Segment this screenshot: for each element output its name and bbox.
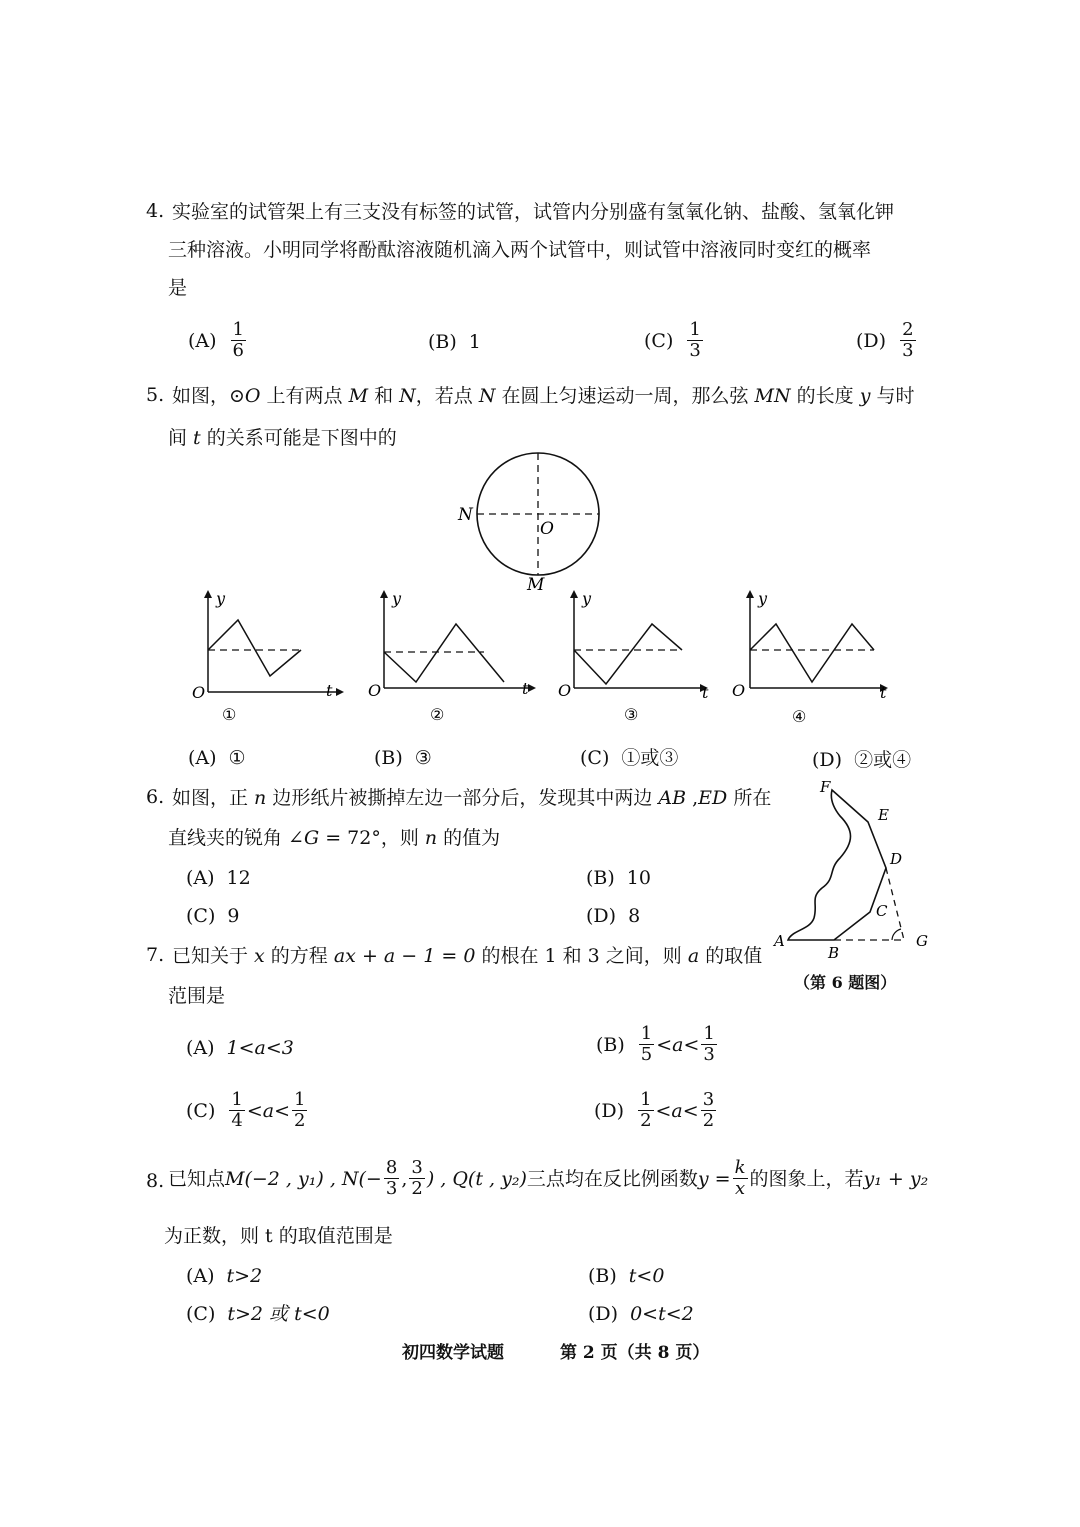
q8-option-c[interactable]: (C) t>2 或 t<0 [186, 1303, 330, 1325]
label-a: A [774, 932, 785, 950]
q5-option-d[interactable]: (D) ②或④ [812, 749, 912, 771]
q4-option-b[interactable] [428, 330, 481, 354]
label-n: N [458, 505, 473, 525]
q7-option-c[interactable]: (C) $\frac{1}{4}$ <a< $\frac{1}{2}$ [186, 1089, 306, 1131]
q8-option-b[interactable]: (B) t<0 [588, 1265, 665, 1287]
q8-option-d[interactable]: (D) 0<t<2 [588, 1303, 694, 1325]
graph-4-t-label: t [880, 683, 887, 702]
q7-option-d[interactable]: (D) $\frac{1}{2}$ <a< $\frac{3}{2}$ [594, 1089, 715, 1131]
q7-line2: 范围是 [168, 985, 226, 1007]
q4-number: 4. [146, 200, 165, 222]
q8-option-a[interactable]: (A) t>2 [186, 1265, 263, 1287]
q7-line1: 已知关于 x 的方程 ax + a − 1 = 0 的根在 1 和 3 之间，则 a 的取值 [172, 945, 763, 967]
q5-option-c[interactable]: (C) ①或③ [580, 747, 679, 769]
q5-graph-3 [556, 588, 726, 728]
label-o: O [540, 519, 554, 539]
q5-line1: 如图，⊙O 上有两点 M 和 N，若点 N 在圆上匀速运动一周，那么弦 MN 的长度 y 与时 [172, 385, 915, 407]
graph-4-curve [750, 624, 874, 682]
q5-circle-figure [450, 450, 630, 595]
q8-line1: 已知点 M(−2 , y₁) , N(− $\frac{8}{3}$ , $\frac{3}{2}$ ) , Q(t , y₂) 三点均在反比例函数 y = $\frac{k}{x}$ 的图象上，若 y₁ + y₂ [168, 1157, 929, 1199]
graph-3-y-label: y [582, 589, 592, 608]
graph-2-curve [384, 624, 504, 682]
graph-1-t-label: t [326, 681, 333, 700]
graph-2-origin: O [368, 681, 382, 700]
q7-number: 7. [146, 944, 165, 966]
q6-option-c[interactable]: (C) 9 [186, 905, 240, 927]
q5-option-a[interactable]: (A) ① [188, 747, 246, 769]
q4-option-d[interactable] [856, 320, 918, 361]
q4-option-a-fraction: $\frac{1}{6}$ [232, 319, 244, 361]
q5-graph-1 [186, 588, 346, 728]
q5-graph-2 [364, 588, 544, 728]
graph-3-number: ③ [624, 705, 639, 724]
q6-option-d[interactable]: (D) 8 [586, 905, 641, 927]
graph-1-number: ① [222, 705, 237, 724]
q7-option-a[interactable]: (A) 1<a<3 [186, 1037, 294, 1059]
graph-4-y-label: y [758, 589, 768, 608]
q4-line2: 三种溶液。小明同学将酚酞溶液随机滴入两个试管中，则试管中溶液同时变红的概率 [168, 239, 872, 261]
q6-figure-caption: （第 6 题图） [794, 973, 897, 992]
q4-option-a[interactable] [188, 320, 248, 361]
q5-graph-4 [730, 588, 900, 728]
q4-option-d-fraction: $\frac{2}{3}$ [902, 319, 914, 361]
q5-number: 5. [146, 384, 165, 406]
q8-number: 8. [146, 1170, 165, 1192]
graph-4-number: ④ [792, 707, 807, 726]
q6-line1: 如图，正 n 边形纸片被撕掉左边一部分后，发现其中两边 AB ,ED 所在 [172, 787, 772, 809]
q4-option-d-label: (D) [856, 329, 887, 352]
graph-2-number: ② [430, 705, 445, 724]
q6-polygon-figure [770, 780, 940, 980]
label-m: M [527, 575, 545, 595]
q4-line1: 实验室的试管架上有三支没有标签的试管，试管内分别盛有氢氧化钠、盐酸、氢氧化钾 [172, 201, 895, 223]
graph-3-t-label: t [702, 683, 709, 702]
graph-1-origin: O [192, 683, 206, 702]
q8-line2: 为正数，则 t 的取值范围是 [164, 1225, 393, 1247]
graph-1-y-label: y [216, 589, 226, 608]
graph-3-curve [574, 624, 682, 684]
q4-line3: 是 [168, 277, 188, 299]
label-g: G [916, 932, 928, 950]
q4-option-a-label: (A) [188, 329, 217, 352]
torn-polygon [788, 790, 886, 940]
graph-2-y-label: y [392, 589, 402, 608]
q4-option-b-text: 1 [468, 331, 481, 353]
q7-option-b[interactable]: (B) $\frac{1}{5}$ <a< $\frac{1}{3}$ [596, 1023, 715, 1065]
footer-page-number: 第 2 页（共 8 页） [560, 1343, 710, 1363]
q4-option-c-fraction: $\frac{1}{3}$ [689, 319, 701, 361]
graph-3-origin: O [558, 681, 572, 700]
footer-title: 初四数学试题 [402, 1343, 504, 1363]
graph-4-origin: O [732, 681, 746, 700]
label-d: D [890, 850, 903, 868]
q5-line2: 间 t 的关系可能是下图中的 [168, 427, 397, 449]
q6-option-b[interactable]: (B) 10 [586, 867, 651, 889]
line-ed-extended [886, 868, 904, 940]
label-b: B [828, 944, 840, 962]
label-e: E [878, 806, 889, 824]
q6-number: 6. [146, 786, 165, 808]
graph-1-curve [208, 620, 301, 676]
angle-g-arc [892, 929, 901, 940]
q6-option-a[interactable]: (A) 12 [186, 867, 251, 889]
q4-option-c[interactable] [644, 320, 705, 361]
label-c: C [876, 902, 888, 920]
q4-option-b-label: (B) [428, 331, 457, 353]
graph-2-t-label: t [522, 679, 529, 698]
label-f: F [820, 778, 831, 796]
q5-option-b[interactable]: (B) ③ [374, 747, 432, 769]
q4-option-c-label: (C) [644, 329, 674, 352]
q6-line2: 直线夹的锐角 ∠G = 72°，则 n 的值为 [168, 827, 501, 849]
